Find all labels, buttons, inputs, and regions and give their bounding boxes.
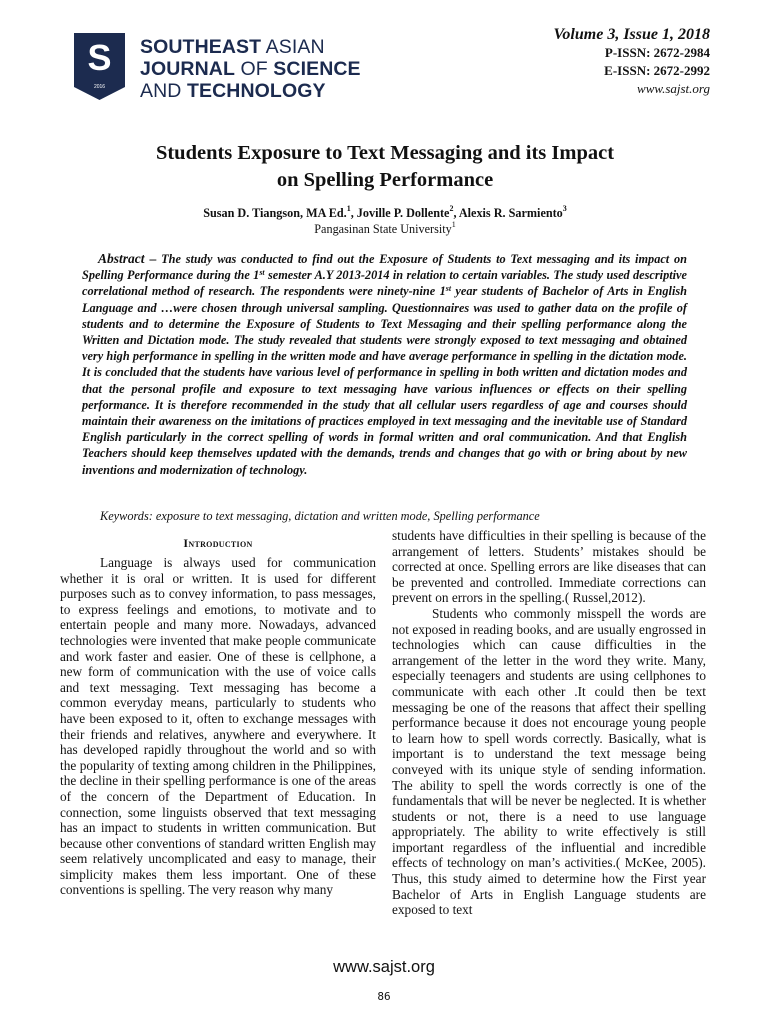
- paragraph: Language is always used for communication whether it is oral or written. It is used for different purposes such as to convey information, to pass messages, to express feelings and emotions, to motivate and to entertain people and many more. Nowadays, advanced technologies were invented that make people communicate and work faster and easier. One of these is cellphone, a new form of communication with the use of voice calls and text messaging. Text messaging has become a common everyday means, particularly to students who have been exposed to it, often to exchange messages with their friends and relatives, anywhere and everywhere. It has developed rapidly throughout the world and so with the popularity of texting among children in the Philippines, the decline in their spelling performance is one of the areas of the concern of the Department of Education. In connection, some linguists observed that text messaging has an impact to students in written communication. But because other conventions of standard written English may seem relatively uncomplicated and easy to manage, their simplicity makes them less important. One of these conventions is spelling. The very reason why many: [60, 555, 376, 898]
- logo-year: 2016: [93, 84, 106, 90]
- paragraph: students have difficulties in their spelling is because of the arrangement of letters. Students’ mistakes should be corrected at once. Spelling errors are like diseases that can be prevented and controlled. Immediate corrections can prevent on errors in the spelling.( Russel,2012).: [392, 528, 706, 606]
- abstract-label: Abstract –: [98, 251, 157, 266]
- keywords: Keywords: exposure to text messaging, dictation and written mode, Spelling performance: [100, 509, 540, 523]
- page-number: 86: [377, 990, 391, 1003]
- section-heading-introduction: Introduction: [183, 536, 253, 550]
- paragraph: Students who commonly misspell the words are not exposed in reading books, and are usually engrossed in technologies which can cause difficulties in the arrangement of the letter in the word they write. Many, especially teenagers and students are using cellphones to communicate with each other .It could then be text messaging be one of the reasons that affect their spelling performance because it does not encourage young people to learn how to spell words correctly. Basically, what is important is to understand the text message being conveyed with its unique style of sending information. The ability to spell the words correctly is one of the fundamentals that will be never be neglected. It is whether students or not, there is a need to use language appropriately. The ability to write effectively is still important regardless of the influential and incredible effects of technology on man’s activities.( McKee, 2005). Thus, this study aimed to determine how the First year Bachelor of Arts in English Language students are exposed to text: [392, 605, 706, 918]
- paper-title: Students Exposure to Text Messaging and its Impact on Spelling Performance: [155, 142, 615, 191]
- journal-logo-icon: [74, 33, 125, 100]
- right-column: [392, 528, 706, 918]
- abstract: Abstract – The study was conducted to find out the Exposure of Students to Text messaging and its impact on Spelling Performance during the 1st semester A.Y 2013-2014 in relation to certain variables. The study used descriptive correlational method of research. The respondents were ninety-nine 1st year students of Bachelor of Arts in English Language and …were chosen through universal sampling. Questionnaires was used to gather data on the profile of students and to determine the Exposure of Students to Text Messaging and their spelling performance along the Written and Dictation mode. The study revealed that students were strongly exposed to text messaging and obtained very high performance in spelling in the written mode and have average performance in spelling in the dictation mode. It is concluded that the students have various level of performance in spelling in both written and dictation modes and that the personal profile and exposure to text messaging have various influences or effects on their spelling performance. It is therefore recommended in the study that all cellular users regardless of age and courses should maintain their awareness on the imitations of practices employed in text messaging and the inevitable use of Standard English particularly in the correct spelling of words in formal written and oral communication. And that English Teachers should keep themselves updated with the demands, trends and changes that go with or bring about by new inventions and modernization of technology.: [82, 251, 687, 477]
- e-issn: E-ISSN: 2672-2992: [604, 63, 710, 78]
- journal-meta: [554, 26, 710, 98]
- p-issn: P-ISSN: 2672-2984: [604, 45, 710, 60]
- author-list: Susan D. Tiangson, MA Ed.$^1$, Joville P. Dollente$^2$, Alexis R. Sarmiento$^3$: [203, 204, 567, 220]
- left-column: [60, 555, 376, 898]
- footer-website: www.sajst.org: [333, 958, 435, 976]
- header-website: www.sajst.org: [637, 81, 710, 96]
- affiliation: Pangasinan State University$^1$: [314, 220, 456, 236]
- journal-name: SOUTHEAST ASIAN JOURNAL OF SCIENCE AND TECHNOLOGY: [140, 36, 361, 102]
- volume-issue: Volume 3, Issue 1, 2018: [553, 26, 710, 43]
- logo-letter: S: [87, 37, 112, 78]
